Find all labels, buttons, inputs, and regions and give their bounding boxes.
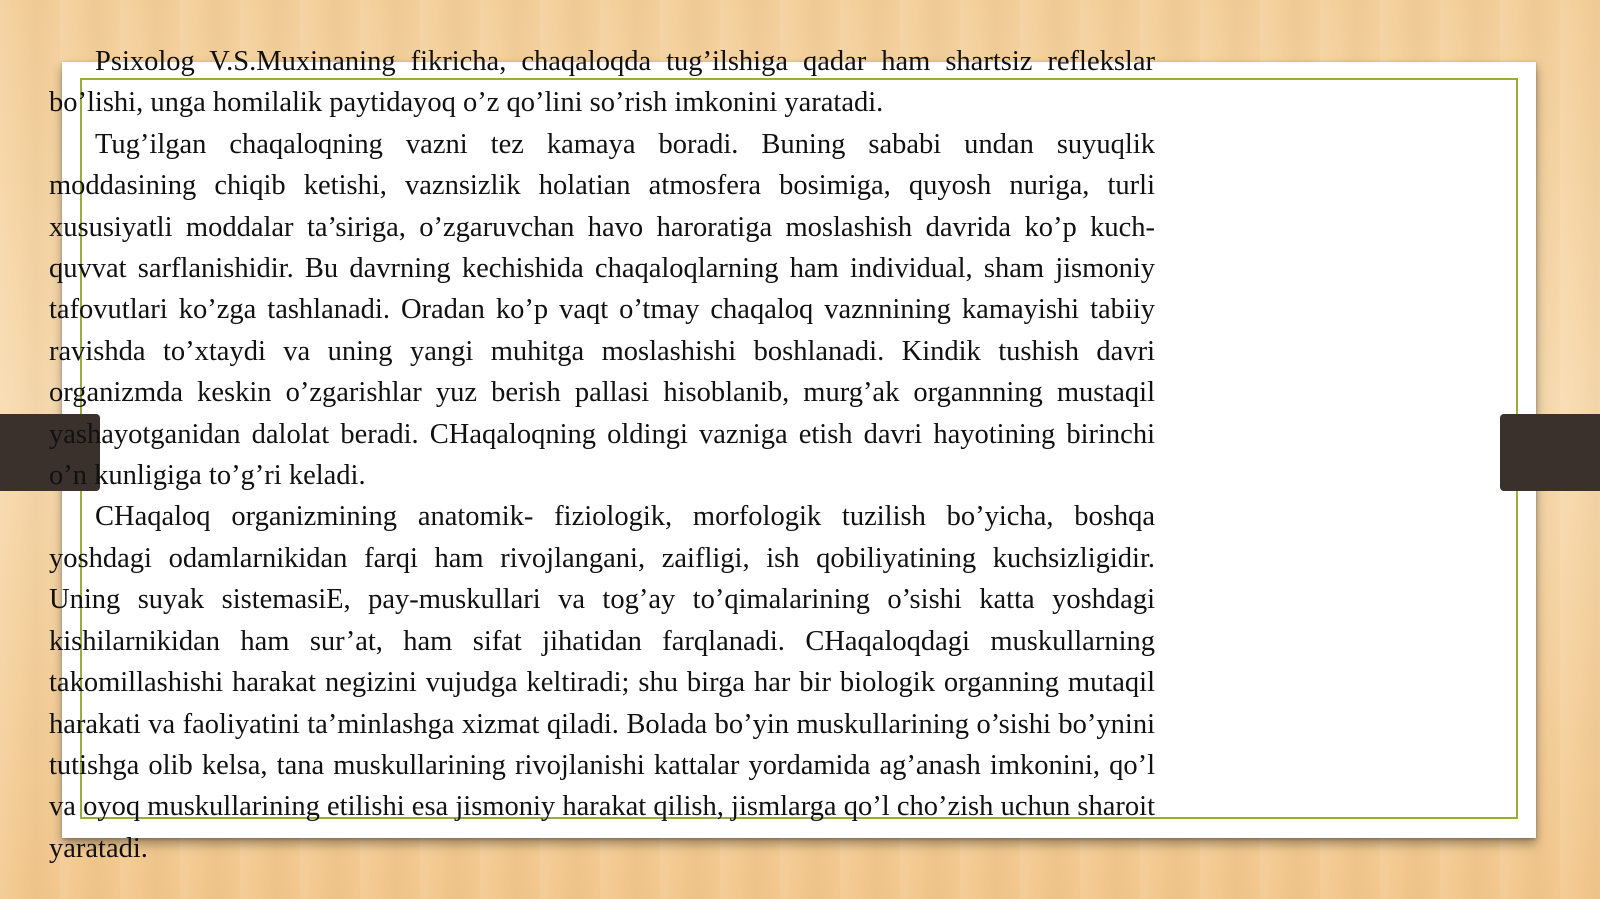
right-side-tab: [1500, 414, 1600, 491]
paragraph-3: CHaqaloq organizmining anatomik- fiziologik, morfologik tuzilish bo’yicha, boshqa yoshdagi odamlarnikidan farqi ham rivojlangani, zaifligi, ish qobiliyatining kuchsizligidir. Uning suyak sistemasiE, pay-muskullari va tog’ay to’qimalarining o’sishi katta yoshdagi kishilarnikidan ham sur’at, ham sifat jihatidan farqlanadi. CHaqaloqdagi muskullarning takomillashishi harakat negizini vujudga keltiradi; shu birga har bir biologik organning mutaqil harakati va faoliyatini ta’minlashga xizmat qiladi. Bolada bo’yin muskullarining o’sishi bo’ynini tutishga olib kelsa, tana muskullarining rivojlanishi kattalar yordamida ag’anash imkonini, qo’l va oyoq muskullarining etilishi esa jismoniy harakat qilish, jismlarga qo’l cho’zish uchun sharoit yaratadi.: [49, 501, 1155, 864]
paragraph-1: Psixolog V.S.Muxinaning fikricha, chaqaloqda tug’ilshiga qadar ham shartsiz reflekslar bo’lishi, unga homilalik paytidayoq o’z qo’lini so’rish imkonini yaratadi.: [49, 46, 1155, 119]
paragraph-2: Tug’ilgan chaqaloqning vazni tez kamaya boradi. Buning sababi undan suyuqlik moddasining chiqib ketishi, vaznsizlik holatian atmosfera bosimiga, quyosh nuriga, turli xususiyatli moddalar ta’siriga, o’zgaruvchan havo haroratiga moslashish davrida ko’p kuch-quvvat sarflanishidir. Bu davrning kechishida chaqaloqlarning ham individual, sham jismoniy tafovutlari ko’zga tashlanadi. Oradan ko’p vaqt o’tmay chaqaloq vaznnining kamayishi tabiiy ravishda to’xtaydi va uning yangi muhitga moslashishi boshlanadi. Kindik tushish davri organizmda keskin o’zgarishlar yuz berish pallasi hisoblanib, murg’ak organnning mustaqil yashayotganidan dalolat beradi. CHaqaloqning oldingi vazniga etish davri hayotining birinchi o’n kunligiga to’g’ri keladi.: [49, 128, 1155, 492]
body-text: [49, 41, 1155, 869]
